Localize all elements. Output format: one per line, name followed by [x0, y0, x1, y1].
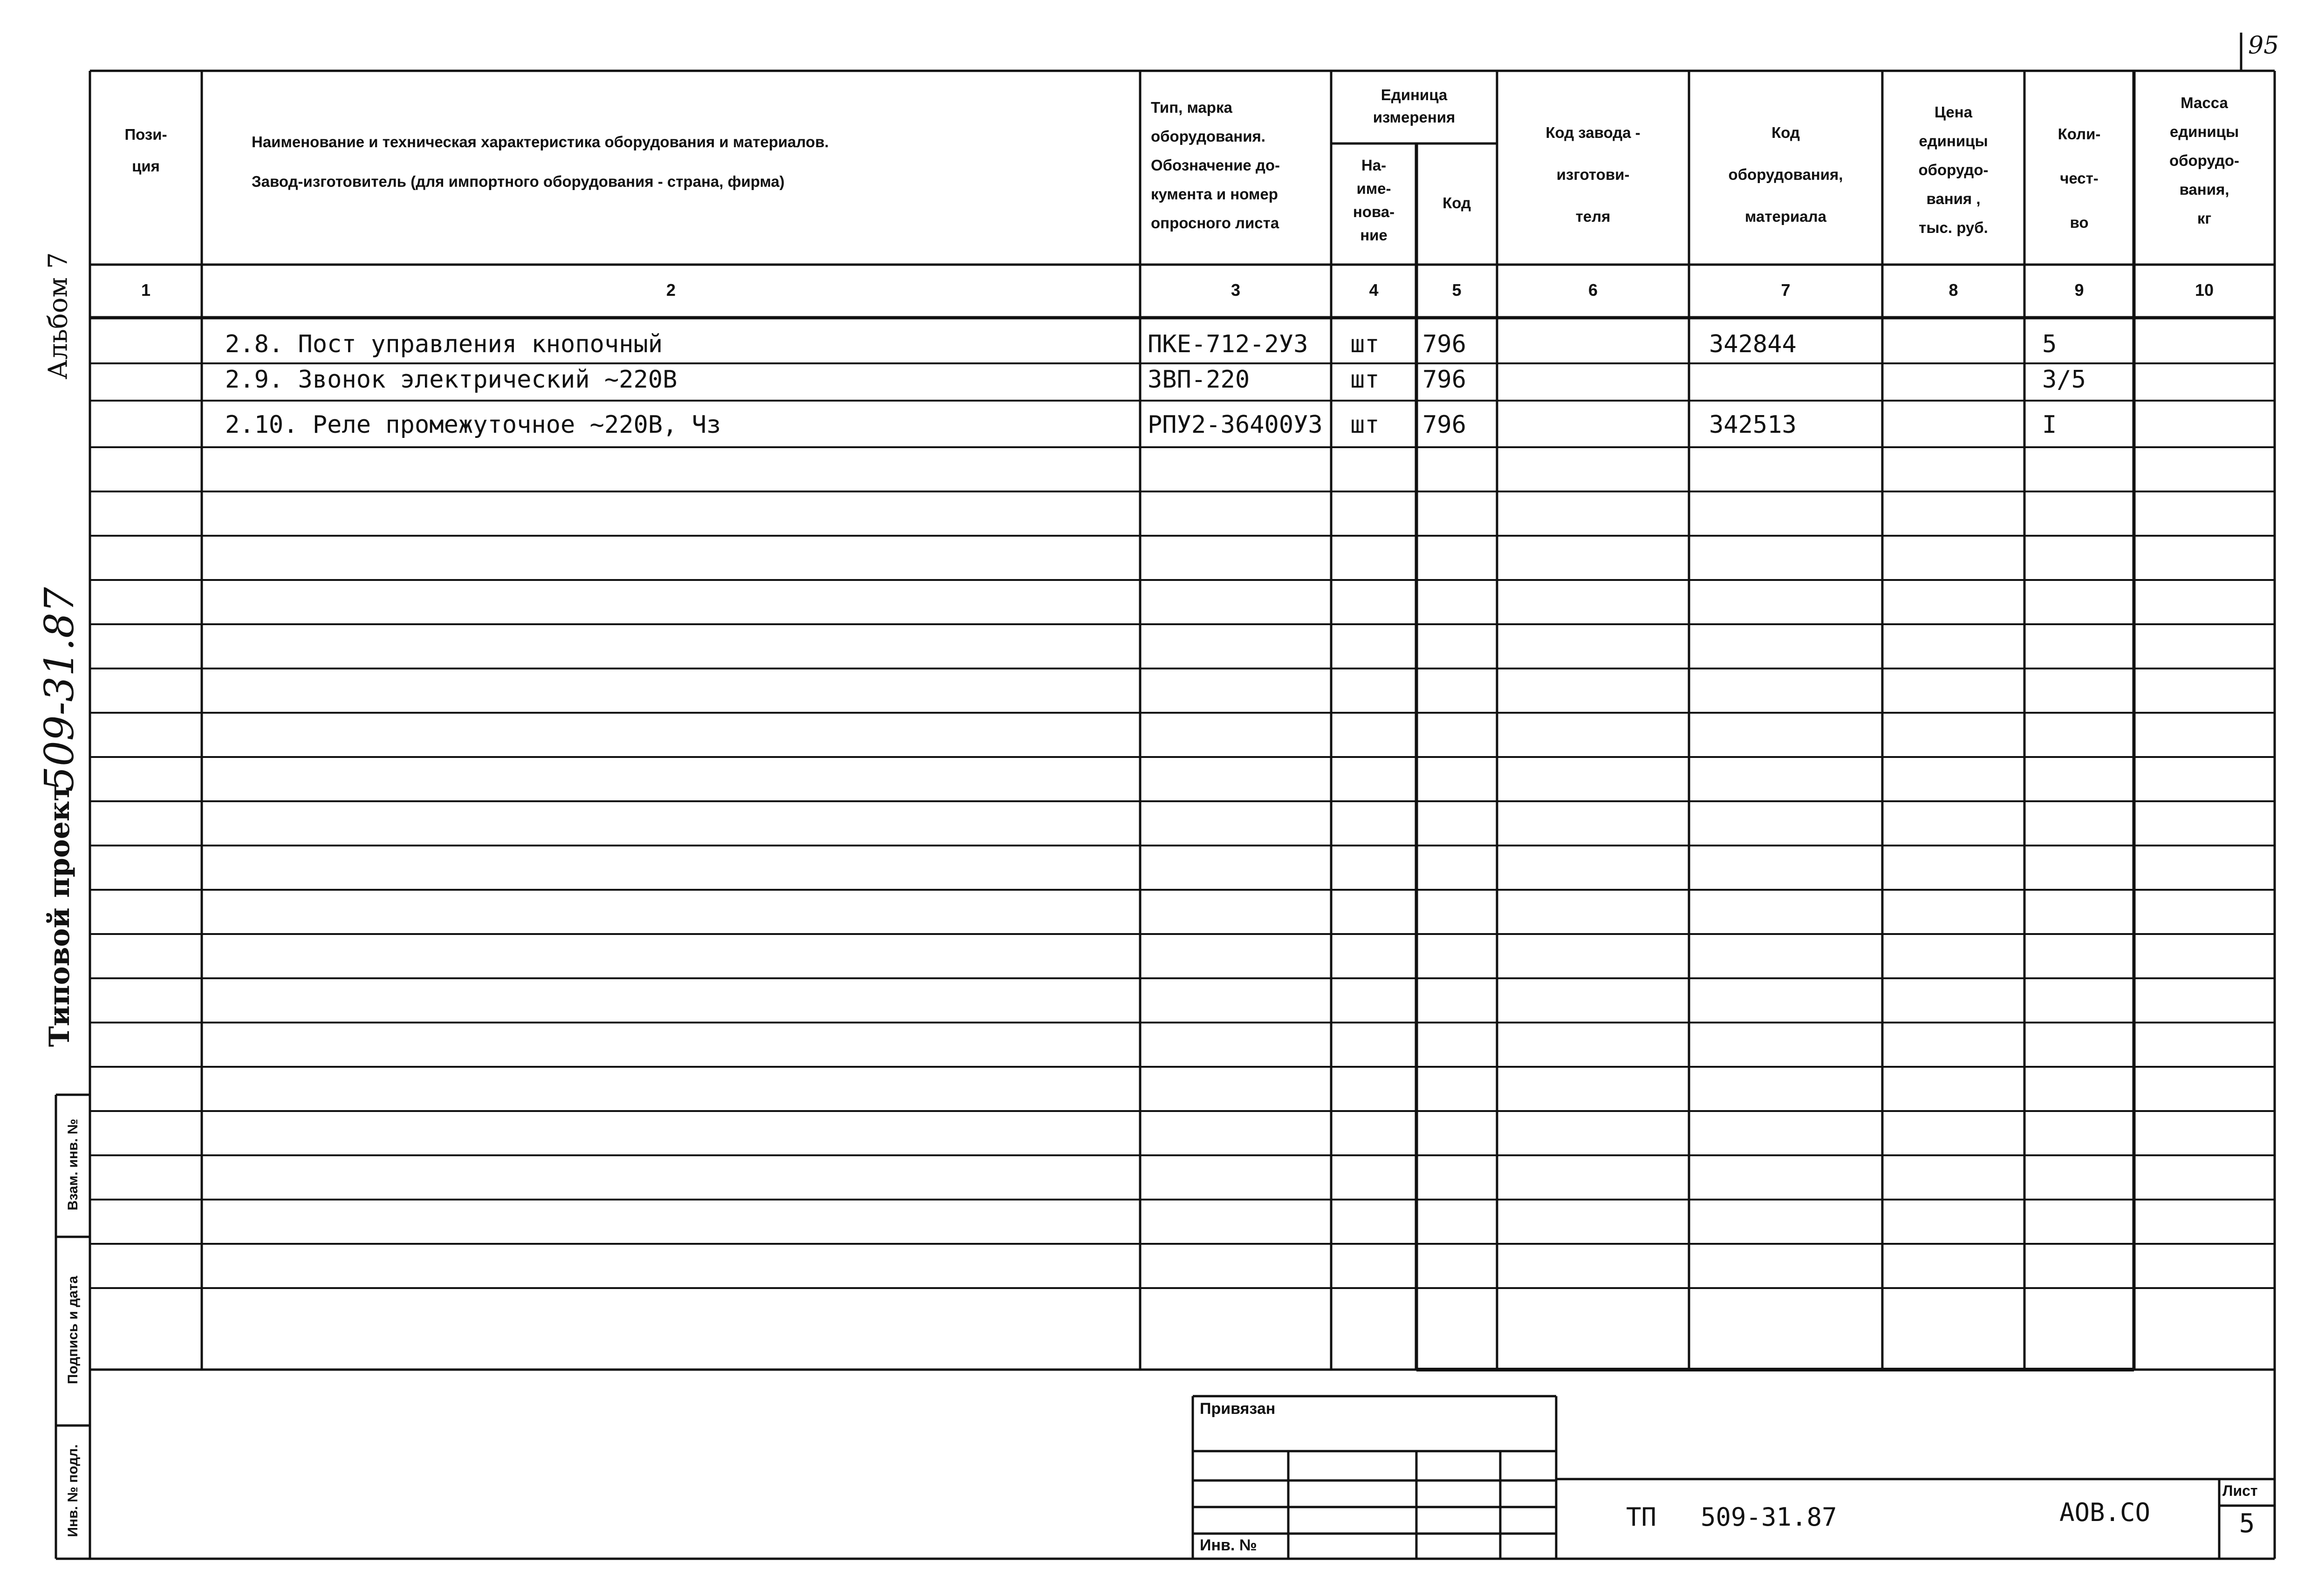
column-number: 1 — [141, 280, 151, 300]
row-unit: шт — [1350, 411, 1380, 439]
row-equipment-code: 342513 — [1709, 411, 1797, 439]
doc-suffix: АОВ.СО — [2059, 1498, 2151, 1527]
row-quantity: I — [2042, 411, 2057, 439]
header-mass: Масса единицы оборудо- вания, кг — [2169, 94, 2240, 227]
table-row — [90, 408, 2275, 445]
header-name: Наименование и техническая характеристика оборудования и материалов. Завод-изготовитель (для импортного оборудования - страна, фирма) — [252, 133, 829, 190]
project-code-label: 509-31.87 — [36, 587, 83, 792]
column-number: 9 — [2074, 280, 2084, 300]
corner-sheet-number: 95 — [2248, 32, 2279, 60]
column-number: 2 — [666, 280, 676, 300]
header-position: Пози- ция — [124, 126, 167, 175]
stamp-signature-label: Подпись и дата — [65, 1275, 81, 1385]
row-type: РПУ2-36400УЗ — [1148, 411, 1323, 439]
header-unit-code: Код — [1443, 194, 1471, 211]
row-type: ЗВП-220 — [1148, 366, 1250, 394]
column-number: 5 — [1452, 280, 1462, 300]
doc-code-prefix: ТП — [1626, 1502, 1657, 1532]
header-type: Тип, марка оборудования. Обозначение до- кумента и номер опросного листа — [1151, 99, 1280, 232]
row-unit: шт — [1350, 330, 1380, 358]
row-unit-code: 796 — [1422, 330, 1466, 358]
column-number: 6 — [1588, 280, 1598, 300]
column-number: 10 — [2195, 280, 2214, 300]
header-quantity: Коли- чест- во — [2058, 125, 2101, 231]
column-number: 3 — [1231, 280, 1241, 300]
row-name: 2.9. Звонок электрический ~220В — [225, 366, 677, 394]
album-label: Альбом 7 — [43, 252, 74, 380]
row-name: 2.8. Пост управления кнопочный — [225, 330, 663, 358]
row-quantity: 3/5 — [2042, 366, 2086, 394]
sheet-label: Лист — [2222, 1482, 2258, 1499]
header-factory-code: Код завода - изготови- теля — [1545, 124, 1641, 225]
column-number: 7 — [1781, 280, 1791, 300]
project-type-label: Типовой проект — [43, 784, 76, 1047]
stamp-inv-orig-label: Инв. № подл. — [65, 1444, 81, 1537]
sheet-value: 5 — [2239, 1508, 2255, 1539]
row-name: 2.10. Реле промежуточное ~220В, Чз — [225, 411, 721, 439]
header-unit-name: На- име- нова- ние — [1353, 157, 1395, 244]
column-number: 4 — [1369, 280, 1379, 300]
stamp-replace-inv-label: Взам. инв. № — [65, 1119, 81, 1211]
row-type: ПКЕ-712-2УЗ — [1148, 330, 1308, 358]
row-unit: шт — [1350, 366, 1380, 394]
doc-code: 509-31.87 — [1701, 1502, 1837, 1532]
header-equipment-code: Код оборудования, материала — [1728, 124, 1843, 225]
column-number: 8 — [1949, 280, 1958, 300]
row-unit-code: 796 — [1422, 366, 1466, 394]
stamp-inv-label: Инв. № — [1200, 1536, 1257, 1554]
row-equipment-code: 342844 — [1709, 330, 1797, 358]
row-quantity: 5 — [2042, 330, 2057, 358]
row-unit-code: 796 — [1422, 411, 1466, 439]
header-unit-group: Единица измерения — [1373, 86, 1456, 126]
header-price: Цена единицы оборудо- вания , тыс. руб. — [1918, 103, 1989, 236]
table-row — [90, 363, 2275, 401]
stamp-bound-label: Привязан — [1200, 1400, 1276, 1418]
